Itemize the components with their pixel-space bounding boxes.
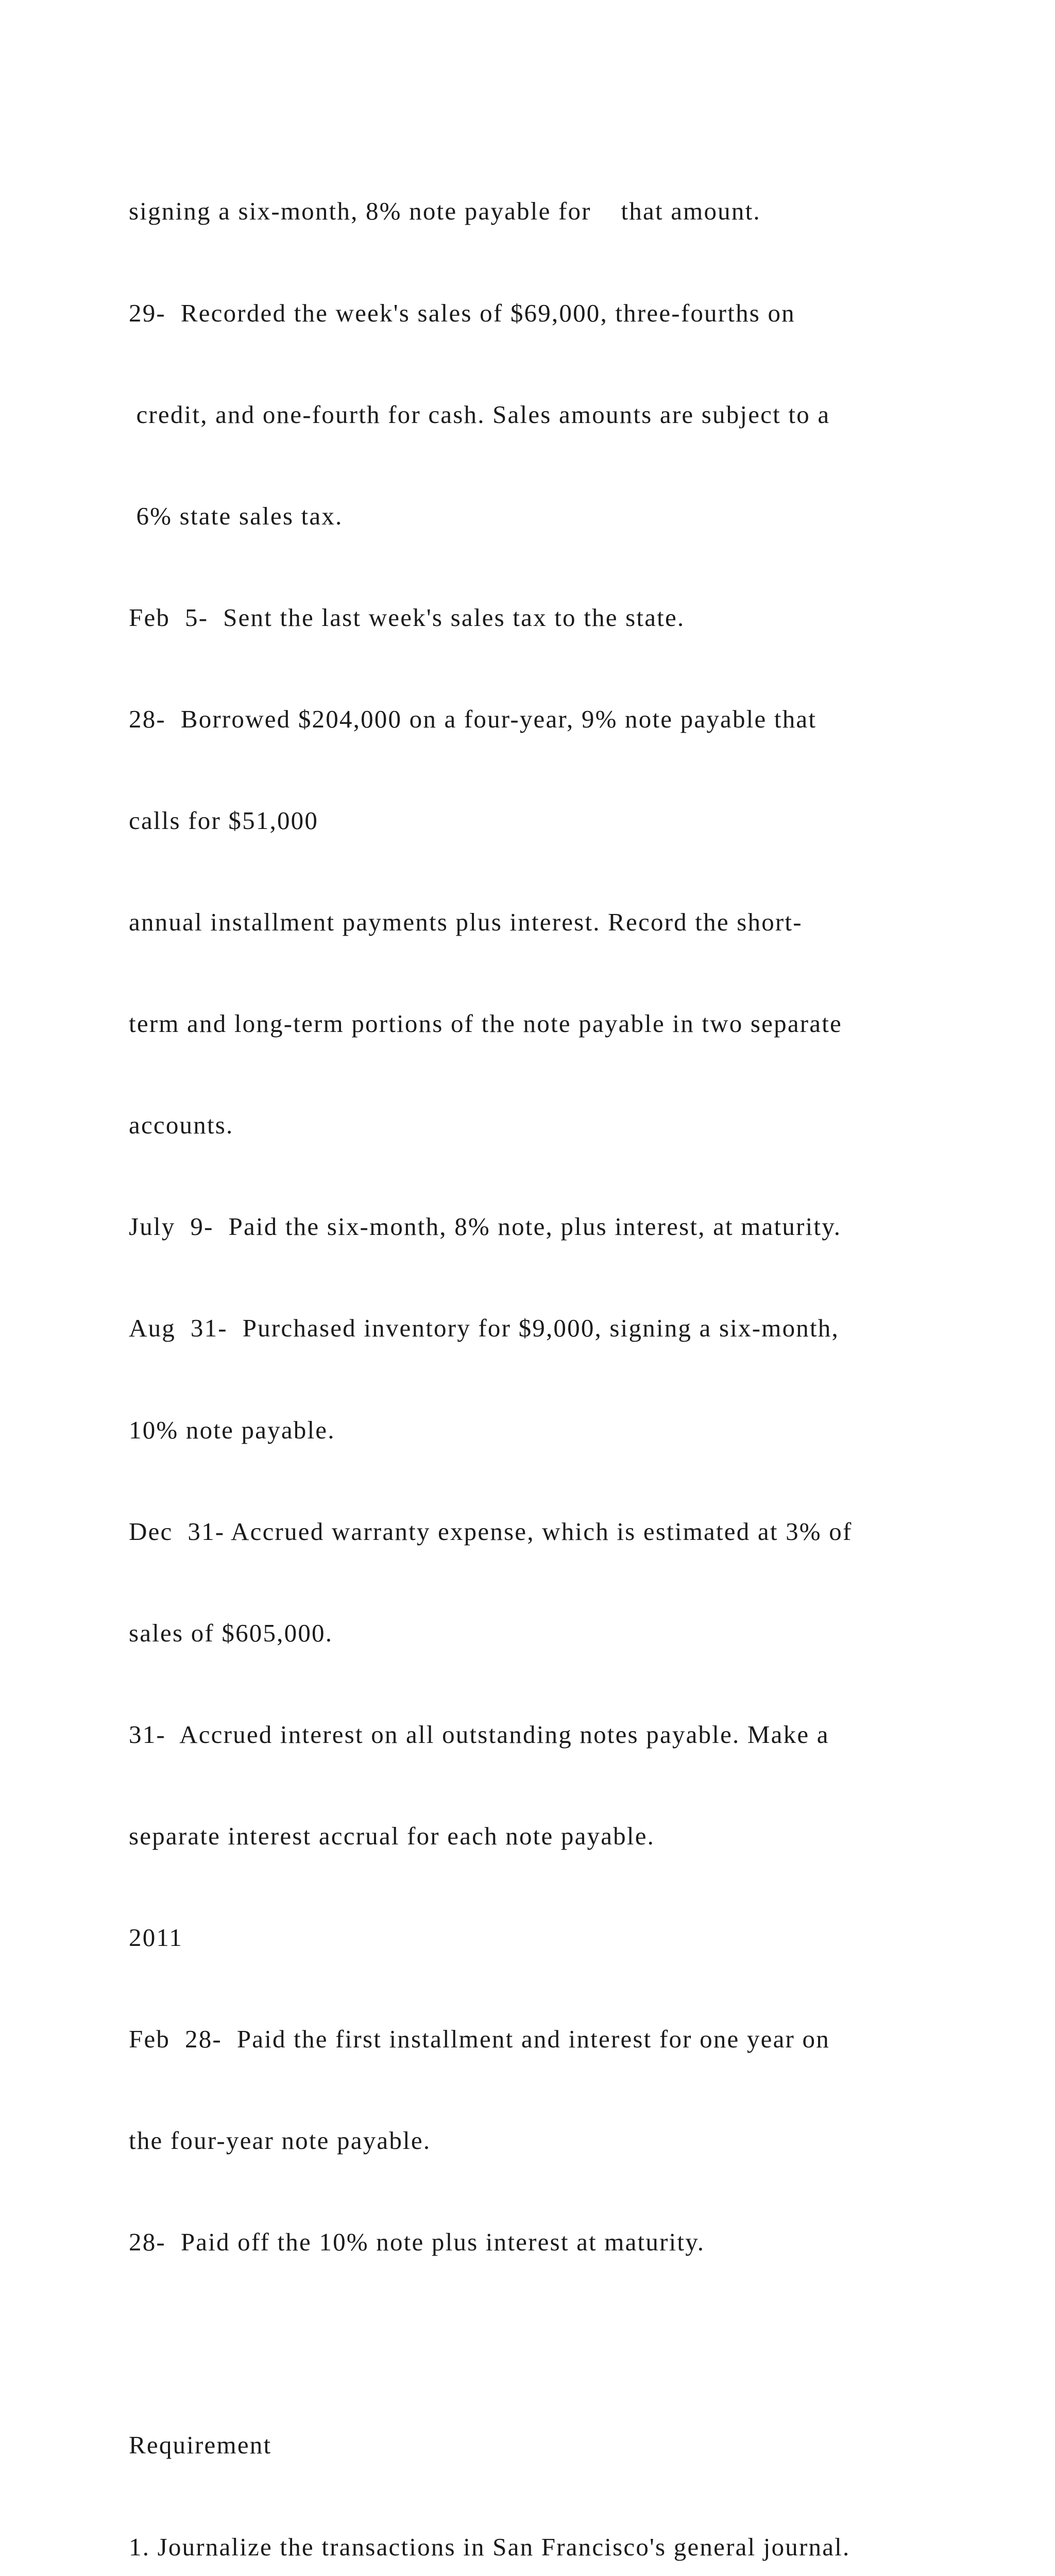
- text-line: 31- Accrued interest on all outstanding notes payable. Make a: [129, 1720, 829, 1749]
- text-line: Dec 31- Accrued warranty expense, which is estimated at 3% of: [129, 1517, 853, 1546]
- text-line: Aug 31- Purchased inventory for $9,000, signing a six-month,: [129, 1314, 839, 1343]
- requirement-heading: Requirement: [129, 2431, 272, 2460]
- text-line: Feb 28- Paid the first installment and interest for one year on: [129, 2025, 830, 2054]
- text-line: sales of $605,000.: [129, 1618, 333, 1647]
- text-line: 6% state sales tax.: [129, 501, 343, 530]
- text-line: separate interest accrual for each note payable.: [129, 1821, 655, 1850]
- text-line: signing a six-month, 8% note payable for that amount.: [129, 197, 761, 226]
- text-line: 28- Borrowed $204,000 on a four-year, 9% note payable that: [129, 704, 817, 733]
- document-body: [129, 127, 1005, 2576]
- text-line: 10% note payable.: [129, 1415, 335, 1444]
- text-line: calls for $51,000: [129, 806, 319, 835]
- text-line: July 9- Paid the six-month, 8% note, plus interest, at maturity.: [129, 1212, 842, 1241]
- text-line: term and long-term portions of the note payable in two separate: [129, 1009, 842, 1038]
- text-line: 29- Recorded the week's sales of $69,000, three-fourths on: [129, 298, 795, 327]
- year-heading: 2011: [129, 1923, 183, 1952]
- text-line: credit, and one-fourth for cash. Sales amounts are subject to a: [129, 400, 830, 429]
- text-line: the four-year note payable.: [129, 2126, 431, 2155]
- text-line: annual installment payments plus interest. Record the short-: [129, 908, 803, 937]
- text-line: 28- Paid off the 10% note plus interest at maturity.: [129, 2228, 705, 2257]
- blank-line: [129, 2327, 1005, 2361]
- text-line: accounts.: [129, 1111, 234, 1140]
- text-line: 1. Journalize the transactions in San Francisco's general journal.: [129, 2532, 850, 2561]
- text-line: Feb 5- Sent the last week's sales tax to the state.: [129, 603, 685, 632]
